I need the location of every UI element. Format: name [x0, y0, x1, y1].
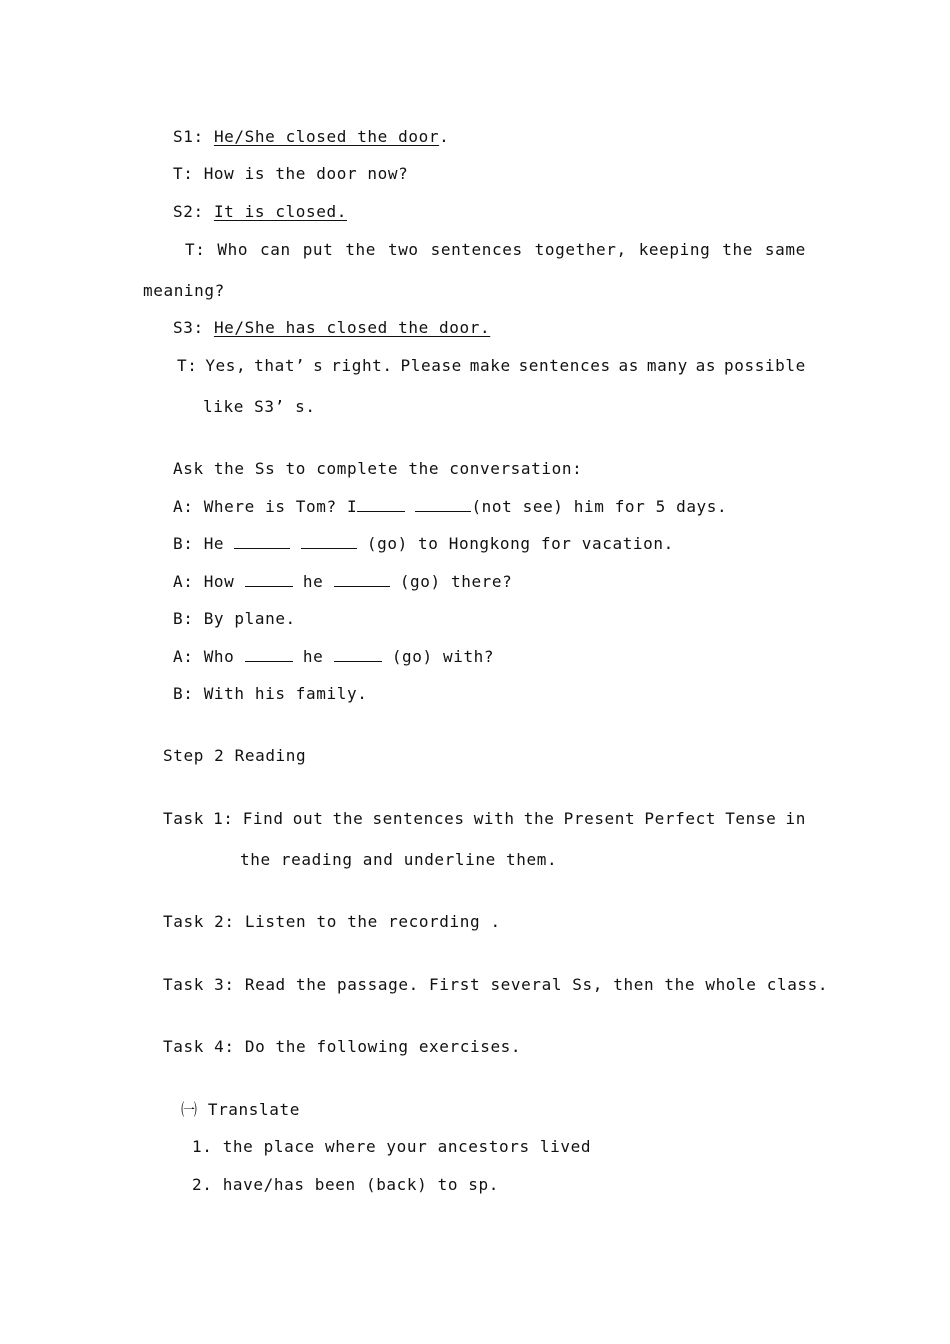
- conversation-line-6: B: With his family.: [173, 684, 368, 703]
- line-text: he: [302, 572, 324, 591]
- dialogue-t2-continuation: meaning?: [143, 281, 225, 300]
- conversation-line-3: [173, 572, 512, 592]
- dialogue-t3: [177, 356, 806, 376]
- underlined-answer: He/She has closed the door.: [213, 318, 491, 337]
- blank: [357, 497, 405, 512]
- step2-heading: Step 2 Reading: [163, 746, 307, 765]
- word: out: [292, 809, 324, 828]
- conversation-line-1: [173, 497, 727, 517]
- line-text: A: Who: [173, 647, 235, 666]
- word: T:: [185, 240, 206, 259]
- blank: [334, 647, 382, 662]
- dialogue-s3: [173, 318, 490, 338]
- word: right.: [331, 356, 393, 375]
- blank: [245, 647, 293, 662]
- blank: [334, 572, 390, 587]
- blank: [245, 572, 293, 587]
- translate-heading: ㈠ Translate: [181, 1100, 300, 1119]
- word: Tense: [725, 809, 777, 828]
- translate-item-1: 1. the place where your ancestors lived: [192, 1137, 592, 1156]
- blank: [301, 534, 357, 549]
- word: sentences: [518, 356, 611, 375]
- word: sentences: [372, 809, 465, 828]
- line-text: A: Where is Tom? I: [173, 497, 358, 516]
- line-text: (go) there?: [399, 572, 513, 591]
- word: can: [260, 240, 291, 259]
- word: 1:: [213, 809, 234, 828]
- conversation-intro: Ask the Ss to complete the conversation:: [173, 459, 583, 478]
- word: together,: [534, 240, 627, 259]
- dialogue-s1: [173, 127, 449, 147]
- conversation-line-5: [173, 647, 494, 667]
- blank: [415, 497, 471, 512]
- word: two: [387, 240, 419, 259]
- word: possible: [724, 356, 806, 375]
- word: that’: [254, 356, 306, 375]
- word: the: [722, 240, 753, 259]
- speaker-label: S1:: [173, 127, 214, 146]
- word: keeping: [638, 240, 711, 259]
- word: many: [646, 356, 688, 375]
- line-text: A: How: [173, 572, 235, 591]
- task-1-continuation: the reading and underline them.: [240, 850, 558, 869]
- conversation-line-2: [173, 534, 674, 554]
- word: the: [332, 809, 364, 828]
- line-text: (go) with?: [391, 647, 495, 666]
- word: s: [313, 356, 324, 375]
- word: T:: [177, 356, 198, 375]
- word: Find: [242, 809, 284, 828]
- word: Task: [163, 809, 204, 828]
- task-4: Task 4: Do the following exercises.: [163, 1037, 522, 1056]
- speaker-label: S2:: [173, 202, 214, 221]
- dialogue-t1: T: How is the door now?: [173, 164, 409, 183]
- task-3: Task 3: Read the passage. First several Ss, then the whole class.: [163, 975, 829, 994]
- underlined-answer: It is closed.: [213, 202, 347, 221]
- word: as: [618, 356, 640, 375]
- word: Yes,: [205, 356, 247, 375]
- word: make: [469, 356, 511, 375]
- dialogue-s2: [173, 202, 347, 222]
- conversation-line-4: B: By plane.: [173, 609, 296, 628]
- task-2: Task 2: Listen to the recording .: [163, 912, 501, 931]
- speaker-label: S3:: [173, 318, 214, 337]
- word: the: [345, 240, 377, 259]
- dialogue-t3-continuation: like S3’ s.: [203, 397, 316, 416]
- word: Present: [563, 809, 636, 828]
- word: in: [785, 809, 806, 828]
- word: with: [473, 809, 515, 828]
- blank: [234, 534, 290, 549]
- line-text: B: He: [173, 534, 225, 553]
- punctuation: .: [439, 127, 450, 146]
- word: Who: [217, 240, 249, 259]
- underlined-answer: He/She closed the door: [213, 127, 440, 146]
- word: the: [523, 809, 555, 828]
- word: Perfect: [644, 809, 717, 828]
- line-text: he: [302, 647, 324, 666]
- word: as: [695, 356, 717, 375]
- dialogue-t2: [185, 240, 806, 260]
- word: same: [764, 240, 806, 259]
- word: put: [302, 240, 334, 259]
- word: Please: [400, 356, 462, 375]
- line-text: (not see) him for 5 days.: [471, 497, 728, 516]
- word: sentences: [430, 240, 523, 259]
- task-1: [163, 809, 806, 829]
- translate-item-2: 2. have/has been (back) to sp.: [192, 1175, 499, 1194]
- line-text: (go) to Hongkong for vacation.: [366, 534, 674, 553]
